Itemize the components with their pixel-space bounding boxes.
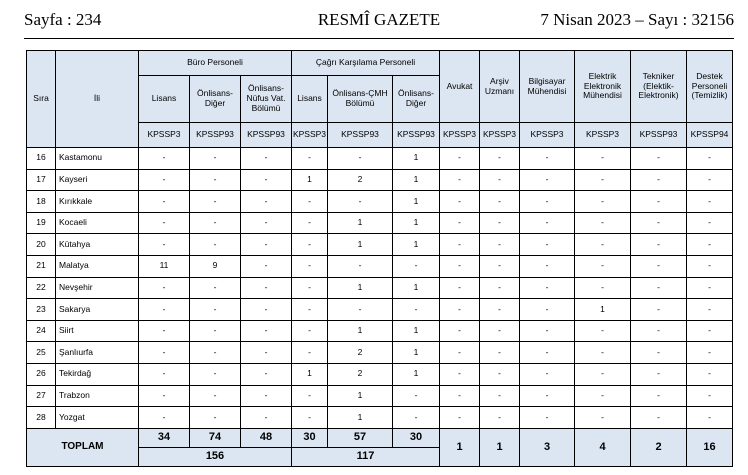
row-value: - — [190, 299, 241, 321]
row-value: - — [440, 148, 480, 170]
row-value: - — [480, 342, 520, 364]
row-sira: 18 — [27, 191, 56, 213]
row-value: - — [292, 407, 328, 429]
row-value: - — [520, 191, 575, 213]
row-value: - — [190, 277, 241, 299]
kpss-code: KPSSP93 — [328, 123, 393, 148]
col-header: Avukat — [440, 51, 480, 123]
total-value: 30 — [393, 428, 440, 447]
row-value: 1 — [393, 342, 440, 364]
row-value: 9 — [190, 255, 241, 277]
col-il-header: İli — [56, 51, 139, 148]
row-value: - — [190, 363, 241, 385]
row-value: - — [687, 299, 733, 321]
row-value: - — [575, 169, 631, 191]
row-il: Yozgat — [56, 407, 139, 429]
row-value: - — [292, 148, 328, 170]
row-value: - — [440, 363, 480, 385]
row-value: 1 — [393, 191, 440, 213]
row-value: - — [520, 234, 575, 256]
row-value: - — [241, 385, 292, 407]
row-value: - — [480, 299, 520, 321]
row-value: - — [190, 191, 241, 213]
row-value: - — [520, 255, 575, 277]
row-value: 1 — [292, 169, 328, 191]
row-value: - — [687, 234, 733, 256]
group-cagri-header: Çağrı Karşılama Personeli — [292, 51, 440, 76]
row-value: - — [440, 320, 480, 342]
row-il: Sakarya — [56, 299, 139, 321]
total-value: 74 — [190, 428, 241, 447]
row-value: - — [190, 320, 241, 342]
row-sira: 23 — [27, 299, 56, 321]
row-value: - — [575, 342, 631, 364]
row-value: - — [440, 407, 480, 429]
col-header: Arşiv Uzmanı — [480, 51, 520, 123]
row-sira: 28 — [27, 407, 56, 429]
header-row — [27, 51, 733, 76]
row-value: - — [393, 385, 440, 407]
total-value: 3 — [520, 428, 575, 466]
row-value: - — [139, 234, 190, 256]
row-value: - — [520, 320, 575, 342]
row-value: 1 — [393, 148, 440, 170]
total-value: 1 — [440, 428, 480, 466]
col-header: Önlisans-ÇMH Bölümü — [328, 76, 393, 123]
row-value: - — [687, 169, 733, 191]
row-il: Nevşehir — [56, 277, 139, 299]
row-value: - — [393, 407, 440, 429]
row-sira: 17 — [27, 169, 56, 191]
kpss-code: KPSSP3 — [575, 123, 631, 148]
row-value: - — [520, 385, 575, 407]
row-value: - — [328, 148, 393, 170]
row-value: - — [520, 277, 575, 299]
row-value: - — [575, 363, 631, 385]
row-value: 1 — [393, 234, 440, 256]
row-value: - — [139, 320, 190, 342]
row-value: - — [631, 299, 687, 321]
row-il: Tekirdağ — [56, 363, 139, 385]
kpss-code: KPSSP94 — [687, 123, 733, 148]
row-value: - — [241, 342, 292, 364]
row-value: - — [631, 363, 687, 385]
page-number: Sayfa : 234 — [24, 10, 102, 29]
row-value: - — [575, 320, 631, 342]
buro-sum: 156 — [139, 447, 292, 466]
col-header: Önlisans-Nüfus Vat. Bölümü — [241, 76, 292, 123]
row-sira: 24 — [27, 320, 56, 342]
row-value: - — [328, 191, 393, 213]
row-value: - — [139, 407, 190, 429]
row-value: 1 — [328, 277, 393, 299]
table-row — [27, 342, 733, 364]
row-value: - — [480, 148, 520, 170]
row-value: - — [393, 255, 440, 277]
row-value: - — [190, 234, 241, 256]
kpss-code: KPSSP93 — [631, 123, 687, 148]
row-value: - — [687, 407, 733, 429]
row-value: - — [687, 320, 733, 342]
table-row — [27, 363, 733, 385]
row-value: - — [190, 407, 241, 429]
row-il: Kocaeli — [56, 212, 139, 234]
col-header: Destek Personeli (Temizlik) — [687, 51, 733, 123]
row-value: 1 — [393, 277, 440, 299]
row-value: - — [631, 191, 687, 213]
row-value: - — [631, 212, 687, 234]
row-value: - — [292, 385, 328, 407]
row-sira: 25 — [27, 342, 56, 364]
row-value: - — [139, 299, 190, 321]
row-il: Kastamonu — [56, 148, 139, 170]
row-value: - — [139, 342, 190, 364]
row-value: - — [631, 255, 687, 277]
row-value: - — [575, 148, 631, 170]
col-header: Lisans — [139, 76, 190, 123]
row-sira: 21 — [27, 255, 56, 277]
row-value: - — [480, 191, 520, 213]
row-value: - — [480, 255, 520, 277]
row-value: - — [292, 277, 328, 299]
table-row — [27, 320, 733, 342]
row-value: - — [328, 255, 393, 277]
col-header: Tekniker (Elektik-Elektronik) — [631, 51, 687, 123]
row-il: Kırıkkale — [56, 191, 139, 213]
row-value: - — [687, 385, 733, 407]
total-value: 2 — [631, 428, 687, 466]
row-value: 2 — [328, 363, 393, 385]
row-value: - — [687, 363, 733, 385]
kpss-code: KPSSP3 — [139, 123, 190, 148]
row-value: - — [480, 320, 520, 342]
table-row — [27, 277, 733, 299]
row-value: - — [139, 385, 190, 407]
row-value: - — [575, 234, 631, 256]
col-header: Önlisans-Diğer — [393, 76, 440, 123]
row-value: - — [292, 191, 328, 213]
row-value: - — [440, 342, 480, 364]
row-value: 2 — [328, 169, 393, 191]
row-sira: 16 — [27, 148, 56, 170]
row-value: - — [393, 299, 440, 321]
row-value: - — [292, 212, 328, 234]
col-header: Elektrik Elektronik Mühendisi — [575, 51, 631, 123]
row-value: 2 — [328, 342, 393, 364]
row-value: 1 — [575, 299, 631, 321]
row-value: - — [631, 320, 687, 342]
row-value: - — [575, 212, 631, 234]
total-value: 30 — [292, 428, 328, 447]
row-value: - — [575, 385, 631, 407]
row-value: - — [440, 212, 480, 234]
table-row — [27, 299, 733, 321]
table-row — [27, 212, 733, 234]
table-row — [27, 191, 733, 213]
row-value: - — [480, 363, 520, 385]
row-value: - — [241, 212, 292, 234]
total-value: 57 — [328, 428, 393, 447]
row-value: 1 — [328, 385, 393, 407]
row-sira: 27 — [27, 385, 56, 407]
total-value: 4 — [575, 428, 631, 466]
row-value: 1 — [393, 363, 440, 385]
row-value: - — [631, 234, 687, 256]
row-value: - — [440, 277, 480, 299]
issue-date: 7 Nisan 2023 – Sayı : 32156 — [540, 10, 734, 29]
row-value: - — [631, 148, 687, 170]
header-rule — [24, 38, 734, 39]
row-value: - — [440, 255, 480, 277]
group-buro-header: Büro Personeli — [139, 51, 292, 76]
row-il: Trabzon — [56, 385, 139, 407]
table-row — [27, 255, 733, 277]
table-row — [27, 148, 733, 170]
row-value: - — [687, 148, 733, 170]
row-value: - — [520, 169, 575, 191]
row-value: - — [631, 277, 687, 299]
row-value: - — [190, 169, 241, 191]
row-value: 1 — [328, 234, 393, 256]
row-value: 1 — [328, 212, 393, 234]
row-value: - — [687, 191, 733, 213]
row-sira: 19 — [27, 212, 56, 234]
row-il: Şanlıurfa — [56, 342, 139, 364]
total-value: 1 — [480, 428, 520, 466]
row-value: - — [292, 299, 328, 321]
kpss-code: KPSSP3 — [440, 123, 480, 148]
row-value: - — [480, 234, 520, 256]
row-value: - — [575, 407, 631, 429]
row-value: - — [190, 212, 241, 234]
row-value: - — [480, 407, 520, 429]
kpss-code: KPSSP3 — [292, 123, 328, 148]
row-value: - — [520, 299, 575, 321]
row-value: 11 — [139, 255, 190, 277]
row-value: 1 — [292, 363, 328, 385]
row-value: - — [241, 191, 292, 213]
col-sira-header: Sıra — [27, 51, 56, 148]
row-value: - — [480, 277, 520, 299]
row-value: - — [440, 191, 480, 213]
row-value: - — [440, 234, 480, 256]
kpss-code: KPSSP3 — [520, 123, 575, 148]
row-value: - — [139, 212, 190, 234]
row-value: - — [480, 212, 520, 234]
row-value: - — [241, 169, 292, 191]
row-value: - — [520, 407, 575, 429]
row-sira: 22 — [27, 277, 56, 299]
row-value: - — [241, 320, 292, 342]
row-value: - — [139, 363, 190, 385]
row-value: - — [139, 148, 190, 170]
table-row — [27, 407, 733, 429]
row-value: - — [241, 255, 292, 277]
table-row — [27, 385, 733, 407]
row-value: - — [687, 277, 733, 299]
row-value: - — [292, 342, 328, 364]
row-value: - — [139, 277, 190, 299]
row-il: Malatya — [56, 255, 139, 277]
row-value: - — [520, 342, 575, 364]
row-value: - — [241, 407, 292, 429]
row-value: - — [631, 169, 687, 191]
col-header: Önlisans-Diğer — [190, 76, 241, 123]
row-value: 1 — [328, 320, 393, 342]
page-header — [24, 10, 734, 34]
row-sira: 26 — [27, 363, 56, 385]
total-label: TOPLAM — [27, 428, 139, 466]
row-value: - — [631, 407, 687, 429]
row-value: - — [292, 320, 328, 342]
row-value: - — [292, 255, 328, 277]
total-value: 34 — [139, 428, 190, 447]
col-header: Bilgisayar Mühendisi — [520, 51, 575, 123]
staff-table — [26, 50, 733, 467]
row-value: 1 — [393, 212, 440, 234]
row-value: - — [440, 169, 480, 191]
table-row — [27, 234, 733, 256]
kpss-code: KPSSP93 — [190, 123, 241, 148]
row-value: - — [687, 212, 733, 234]
row-value: - — [139, 191, 190, 213]
row-value: - — [190, 342, 241, 364]
row-value: - — [575, 191, 631, 213]
row-value: 1 — [328, 407, 393, 429]
kpss-code: KPSSP93 — [393, 123, 440, 148]
row-value: - — [687, 255, 733, 277]
row-il: Kütahya — [56, 234, 139, 256]
kpss-code: KPSSP93 — [241, 123, 292, 148]
row-value: - — [631, 342, 687, 364]
row-value: - — [440, 299, 480, 321]
row-value: - — [520, 363, 575, 385]
row-value: - — [241, 234, 292, 256]
col-header: Lisans — [292, 76, 328, 123]
row-value: - — [139, 169, 190, 191]
total-value: 48 — [241, 428, 292, 447]
row-value: 1 — [393, 169, 440, 191]
gazette-title: RESMÎ GAZETE — [317, 10, 441, 29]
row-value: - — [480, 385, 520, 407]
row-value: - — [241, 299, 292, 321]
row-value: - — [190, 148, 241, 170]
row-value: - — [328, 299, 393, 321]
kpss-code: KPSSP3 — [480, 123, 520, 148]
row-value: - — [190, 385, 241, 407]
row-value: - — [292, 234, 328, 256]
row-value: - — [687, 342, 733, 364]
row-value: - — [631, 385, 687, 407]
row-value: - — [520, 148, 575, 170]
row-il: Kayseri — [56, 169, 139, 191]
row-value: - — [440, 385, 480, 407]
table-row — [27, 169, 733, 191]
row-value: - — [241, 148, 292, 170]
row-value: - — [520, 212, 575, 234]
row-value: 1 — [393, 320, 440, 342]
total-row — [27, 428, 733, 447]
row-value: - — [241, 277, 292, 299]
total-value: 16 — [687, 428, 733, 466]
row-value: - — [575, 277, 631, 299]
row-value: - — [241, 363, 292, 385]
row-value: - — [575, 255, 631, 277]
cagri-sum: 117 — [292, 447, 440, 466]
row-sira: 20 — [27, 234, 56, 256]
row-value: - — [480, 169, 520, 191]
row-il: Siirt — [56, 320, 139, 342]
